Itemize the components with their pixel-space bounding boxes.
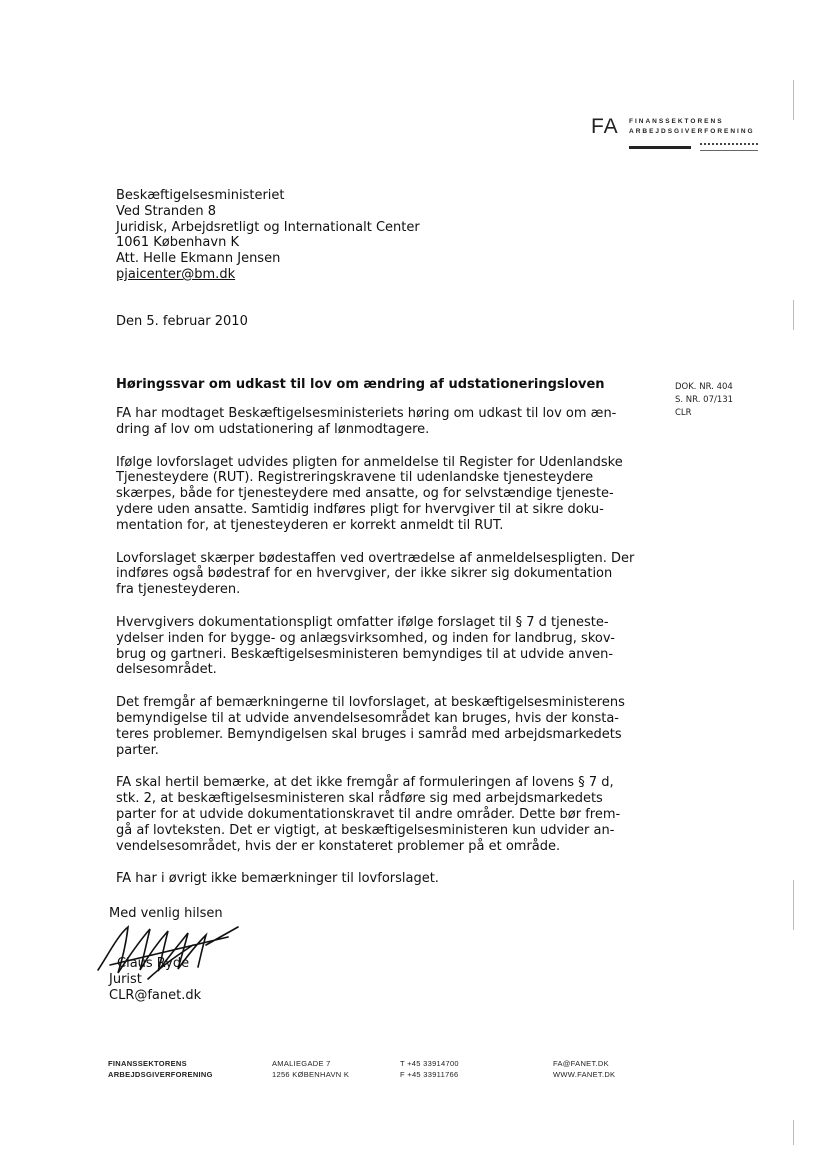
footer-email-link[interactable]: FA@FANET.DK — [553, 1059, 609, 1068]
body-paragraph — [116, 455, 636, 534]
fa-logo-line1: FINANSSEKTORENS — [629, 118, 724, 125]
doc-number: DOK. NR. 404 — [675, 382, 733, 392]
body-line: Lovforslaget skærper bødestaffen ved overtrædelse af anmeldelsespligten. Der — [116, 550, 635, 566]
signer-name: Claus Ryde — [117, 956, 190, 971]
scan-edge-mark — [793, 1120, 794, 1145]
scan-edge-mark — [793, 80, 794, 120]
recipient-line: 1061 København K — [116, 235, 239, 251]
footer-contact-numbers — [400, 1058, 459, 1080]
body-line: parter. — [116, 742, 159, 758]
signer-title: Jurist — [109, 972, 142, 987]
body-line: brug og gartneri. Beskæftigelsesministeren bemyndiges til at udvide anven- — [116, 646, 614, 662]
body-line: vendelsesområdet, hvis der er konstateret problemer på et område. — [116, 838, 561, 854]
recipient-line: Ved Stranden 8 — [116, 203, 217, 219]
footer-org-line: ARBEJDSGIVERFORENING — [108, 1070, 213, 1079]
body-line: Ifølge lovforslaget udvides pligten for anmeldelse til Register for Udenlandske — [116, 454, 623, 470]
footer-organization — [108, 1058, 213, 1080]
footer-address — [272, 1058, 349, 1080]
body-paragraph — [116, 406, 636, 438]
body-line: indføres også bødestraf for en hvervgiver, der ikke sikrer sig dokumentation — [116, 566, 613, 582]
recipient-line: Att. Helle Ekmann Jensen — [116, 251, 281, 267]
fa-logo-initials: FA — [591, 115, 619, 138]
letter-body — [116, 406, 636, 904]
body-line: parter for at udvide dokumentationskravet til andre områder. Dette bør frem- — [116, 806, 621, 822]
body-line: gå af lovteksten. Det er vigtigt, at beskæftigelsesministeren kun udvider an- — [116, 822, 615, 838]
body-line: ydere uden ansatte. Samtidig indføres pligt for hvervgiver til at sikre doku- — [116, 501, 604, 517]
body-paragraph — [116, 551, 636, 598]
body-paragraph — [116, 871, 636, 887]
body-line: delsesområdet. — [116, 662, 217, 678]
logo-underline-bar — [629, 146, 691, 149]
body-line: ydelser inden for bygge- og anlægsvirksomhed, og inden for landbrug, skov- — [116, 630, 615, 646]
body-line: FA har i øvrigt ikke bemærkninger til lovforslaget. — [116, 871, 439, 887]
body-line: skærpes, både for tjenesteydere med ansatte, og for selvstændige tjeneste- — [116, 486, 614, 502]
body-line: fra tjenesteyderen. — [116, 582, 241, 598]
body-paragraph — [116, 615, 636, 678]
handwritten-signature — [88, 915, 248, 985]
footer-street: AMALIEGADE 7 — [272, 1059, 331, 1068]
fa-logo-line2: ARBEJDSGIVERFORENING — [629, 128, 755, 135]
recipient-email-link[interactable]: pjaicenter@bm.dk — [116, 266, 236, 282]
body-line: FA har modtaget Beskæftigelsesministeriets høring om udkast til lov om æn- — [116, 406, 617, 421]
scan-edge-mark — [793, 880, 794, 930]
footer-city: 1256 KØBENHAVN K — [272, 1070, 350, 1079]
footer-org-line: FINANSSEKTORENS — [108, 1059, 187, 1068]
body-paragraph — [116, 695, 636, 758]
case-number: S. NR. 07/131 — [675, 395, 734, 405]
recipient-line: Juridisk, Arbejdsretligt og Internationalt Center — [116, 219, 420, 235]
recipient-address — [116, 188, 420, 283]
signer-email[interactable]: CLR@fanet.dk — [109, 988, 202, 1003]
document-reference — [675, 381, 733, 420]
body-line: Det fremgår af bemærkningerne til lovforslaget, at beskæftigelsesministerens — [116, 695, 625, 711]
body-line: Tjenesteydere (RUT). Registreringskravene til udenlandske tjenesteydere — [116, 470, 594, 486]
closing-greeting: Med venlig hilsen — [109, 906, 223, 921]
letter-subject: Høringssvar om udkast til lov om ændring af udstationeringsloven — [116, 377, 605, 392]
author-initials: CLR — [675, 408, 692, 418]
body-paragraph — [116, 775, 636, 854]
body-line: mentation for, at tjenesteyderen er korrekt anmeldt til RUT. — [116, 517, 504, 533]
logo-decorative-rule — [700, 143, 758, 151]
recipient-line: Beskæftigelsesministeriet — [116, 188, 285, 203]
letter-date: Den 5. februar 2010 — [116, 314, 248, 329]
body-line: stk. 2, at beskæftigelsesministeren skal rådføre sig med arbejdsmarkedets — [116, 791, 603, 807]
footer-online — [553, 1058, 615, 1080]
body-line: dring af lov om udstationering af lønmodtagere. — [116, 421, 430, 437]
body-line: bemyndigelse til at udvide anvendelsesområdet kan bruges, hvis der konsta- — [116, 710, 619, 726]
footer-phone: T +45 33914700 — [400, 1059, 459, 1068]
scan-edge-mark — [793, 300, 794, 330]
footer-fax: F +45 33911766 — [400, 1070, 459, 1079]
body-line: teres problemer. Bemyndigelsen skal bruges i samråd med arbejdsmarkedets — [116, 726, 622, 742]
body-line: FA skal hertil bemærke, at det ikke fremgår af formuleringen af lovens § 7 d, — [116, 775, 614, 791]
body-line: Hvervgivers dokumentationspligt omfatter ifølge forslaget til § 7 d tjeneste- — [116, 614, 609, 630]
footer-website-link[interactable]: WWW.FANET.DK — [553, 1070, 616, 1079]
